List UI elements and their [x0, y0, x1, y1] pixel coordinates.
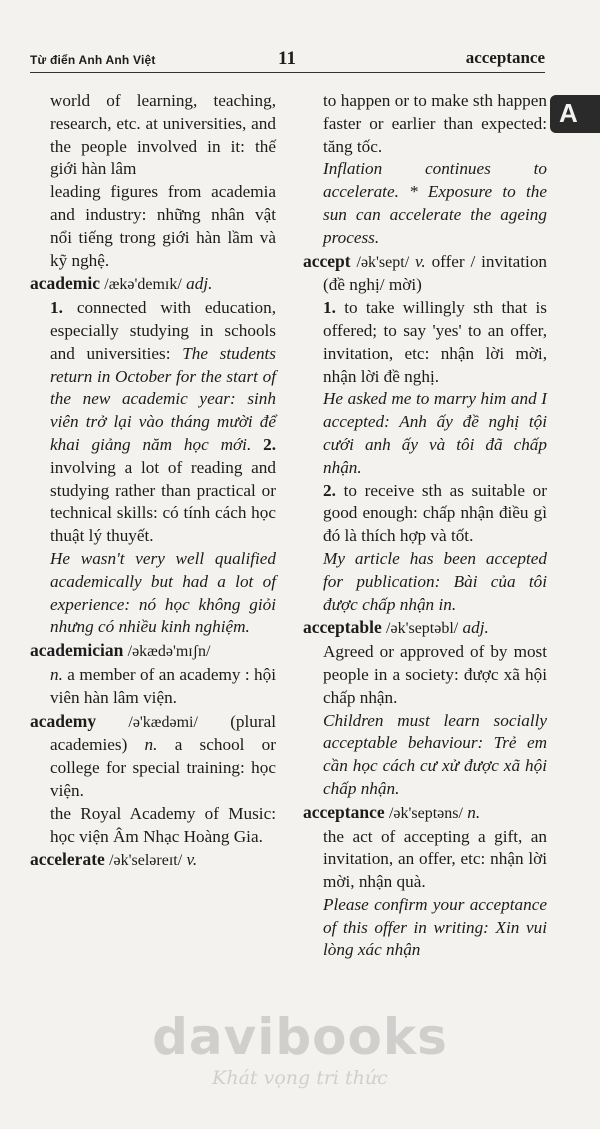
header-rule [30, 72, 545, 73]
continued-definition: world of learning, teaching, research, etc. at universities, and the people involved in it: thế giới hàn lâm [50, 91, 276, 179]
definition-block [30, 664, 276, 710]
guide-word: acceptance [465, 48, 545, 67]
sense-number: 1. [323, 298, 336, 318]
page-header [0, 0, 600, 80]
continued-definition: to happen or to make sth happen faster or earlier than expected: tăng tốc. [323, 91, 547, 156]
entry-academician [30, 639, 276, 664]
definition: involving a lot of reading and studying rather than practical or technical skills: có tính cách học thuật lý thuyết. [50, 457, 276, 546]
entry-academy [30, 710, 276, 803]
part-of-speech: n. [467, 802, 481, 822]
pronunciation: /əkædə'mɪʃn/ [127, 643, 211, 661]
pronunciation: /ək'septəns/ [388, 804, 463, 822]
sense-number: 2. [263, 434, 276, 454]
thumb-letter: A [559, 98, 578, 128]
example: He wasn't very well qualified academically but had a lot of experience: nó học không giỏi nhưng có nhiều kinh nghiệm. [50, 548, 276, 637]
entry-accelerate [30, 848, 276, 873]
sense-1 [30, 297, 276, 548]
left-column [30, 90, 276, 873]
part-of-speech: n. [50, 664, 63, 684]
headword: academician [30, 640, 124, 661]
usage-note: offer / invitation (đề nghị/ mời) [323, 251, 548, 295]
book-title: Từ điển Anh Anh Việt [30, 53, 156, 67]
definition: the act of accepting a gift, an invitation, an offer, etc: nhận lời mời, nhận quà. [323, 826, 547, 892]
headword: accept [303, 250, 351, 271]
entry-accept [303, 250, 547, 298]
sub-entry: the Royal Academy of Music: học viện Âm Nhạc Hoàng Gia. [50, 803, 276, 846]
pronunciation: /ək'seləreɪt/ [109, 852, 183, 870]
headword: acceptance [303, 801, 385, 822]
headword: acceptable [303, 617, 382, 638]
headword: academy [30, 710, 97, 731]
headword: accelerate [30, 849, 105, 870]
sense-number: 2. [323, 480, 336, 500]
definition: a school or college for special training: học viện. [50, 735, 276, 800]
pronunciation: /ək'sept/ [356, 253, 410, 271]
headword: academic [30, 273, 100, 294]
plural-note: (plural academies) [50, 711, 277, 755]
entry-acceptable [303, 616, 547, 641]
sense-2 [303, 480, 547, 548]
thumb-index-tab [550, 95, 600, 133]
right-column [303, 90, 547, 962]
definition: Agreed or approved of by most people in a society: được xã hội chấp nhận. [323, 642, 547, 707]
page-number: 11 [278, 48, 296, 69]
watermark-tagline: Khát vọng tri thức [212, 1067, 388, 1089]
watermark-logo: davibooks [152, 1008, 448, 1066]
part-of-speech: adj. [186, 274, 213, 294]
definition: to receive sth as suitable or good enough: chấp nhận điều gì đó là thích hợp và tốt. [323, 480, 547, 546]
sense-1 [303, 297, 547, 388]
definition: connected with education, especially studying in schools and universities: [50, 298, 276, 363]
example: Children must learn socially acceptable behaviour: Trẻ em cần học cách cư xử được xã hội chấp nhận. [323, 710, 547, 798]
continued-example: leading figures from academia and industry: những nhân vật nổi tiếng trong giới hàn lầm và kỹ nghệ. [50, 182, 276, 270]
pronunciation: /ə'kædəmi/ [128, 713, 198, 731]
definition: to take willingly sth that is offered; to say 'yes' to an offer, invitation, etc: nhận lời mời, nhận lời đề nghị. [323, 298, 547, 386]
definition: a member of an academy : hội viên hàn lâm viện. [50, 664, 276, 707]
part-of-speech: v. [415, 251, 426, 271]
pronunciation: /ækə'demɪk/ [104, 276, 182, 294]
entry-academic [30, 272, 276, 297]
example: The students return in October for the start of the new academic year: sinh viên trở lại vào tháng mười để khai giảng năm học mới. [50, 343, 276, 454]
part-of-speech: adj. [462, 618, 489, 638]
example: He asked me to marry him and I accepted: Anh ấy đề nghị tội cưới anh ấy và tôi đã chấp nhận. [323, 389, 547, 477]
part-of-speech: v. [186, 850, 198, 870]
part-of-speech: n. [144, 735, 158, 755]
watermark [145, 1008, 455, 1090]
sense-number: 1. [50, 298, 63, 318]
example: Inflation continues to accelerate. * Exposure to the sun can accelerate the ageing process. [323, 159, 547, 247]
entry-acceptance [303, 801, 547, 826]
pronunciation: /ək'septəbl/ [386, 620, 459, 638]
example: My article has been accepted for publication: Bài của tôi được chấp nhận in. [323, 548, 547, 614]
example: Please confirm your acceptance of this offer in writing: Xin vui lòng xác nhận [323, 894, 547, 960]
